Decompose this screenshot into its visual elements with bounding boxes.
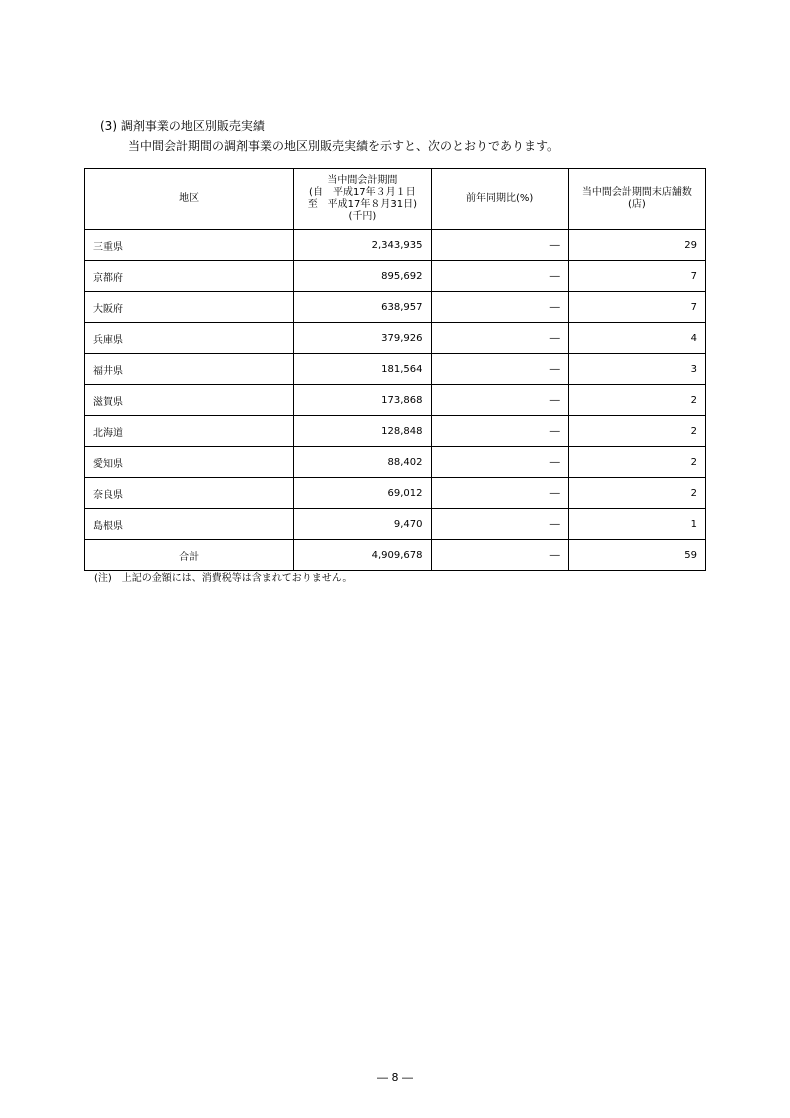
total-stores: 59 xyxy=(568,540,705,571)
header-sales-unit: (千円) xyxy=(348,211,377,222)
sales-cell: 173,868 xyxy=(294,385,431,416)
region-cell: 島根県 xyxy=(85,509,294,540)
sales-cell: 2,343,935 xyxy=(294,230,431,261)
table-row xyxy=(85,509,706,540)
header-sales-from: (自 平成17年３月１日 xyxy=(309,187,416,198)
header-stores-unit: (店) xyxy=(627,199,646,210)
total-row xyxy=(85,540,706,571)
stores-cell: 1 xyxy=(568,509,705,540)
page-number: ― 8 ― xyxy=(377,1071,413,1084)
table-row xyxy=(85,261,706,292)
table-row xyxy=(85,416,706,447)
sales-cell: 638,957 xyxy=(294,292,431,323)
stores-cell: 2 xyxy=(568,447,705,478)
yoy-cell: ― xyxy=(431,230,568,261)
table-row xyxy=(85,478,706,509)
sales-cell: 181,564 xyxy=(294,354,431,385)
yoy-cell: ― xyxy=(431,261,568,292)
stores-cell: 2 xyxy=(568,385,705,416)
table-row xyxy=(85,447,706,478)
table-row xyxy=(85,385,706,416)
regional-sales-table xyxy=(84,168,706,571)
sales-cell: 895,692 xyxy=(294,261,431,292)
yoy-cell: ― xyxy=(431,354,568,385)
yoy-cell: ― xyxy=(431,447,568,478)
header-stores-label: 当中間会計期間末店舗数 xyxy=(581,187,692,198)
stores-cell: 29 xyxy=(568,230,705,261)
header-sales-to: 至 平成17年８月31日) xyxy=(307,199,418,210)
region-cell: 愛知県 xyxy=(85,447,294,478)
yoy-cell: ― xyxy=(431,509,568,540)
header-sales xyxy=(294,169,431,230)
region-cell: 奈良県 xyxy=(85,478,294,509)
header-stores xyxy=(568,169,705,230)
stores-cell: 4 xyxy=(568,323,705,354)
table-row xyxy=(85,323,706,354)
stores-cell: 2 xyxy=(568,416,705,447)
footnote: (注) 上記の金額には、消費税等は含まれておりません。 xyxy=(94,573,353,584)
yoy-cell: ― xyxy=(431,292,568,323)
total-label: 合計 xyxy=(85,540,294,571)
region-cell: 北海道 xyxy=(85,416,294,447)
stores-cell: 3 xyxy=(568,354,705,385)
region-cell: 兵庫県 xyxy=(85,323,294,354)
sales-cell: 88,402 xyxy=(294,447,431,478)
section-title: (3) 調剤事業の地区別販売実績 xyxy=(100,119,265,133)
yoy-cell: ― xyxy=(431,416,568,447)
yoy-cell: ― xyxy=(431,385,568,416)
table-header-row xyxy=(85,169,706,230)
region-cell: 滋賀県 xyxy=(85,385,294,416)
region-cell: 京都府 xyxy=(85,261,294,292)
yoy-cell: ― xyxy=(431,478,568,509)
stores-cell: 7 xyxy=(568,292,705,323)
sales-cell: 9,470 xyxy=(294,509,431,540)
region-cell: 三重県 xyxy=(85,230,294,261)
stores-cell: 7 xyxy=(568,261,705,292)
table-row xyxy=(85,354,706,385)
yoy-cell: ― xyxy=(431,323,568,354)
total-yoy: ― xyxy=(431,540,568,571)
header-sales-period: 当中間会計期間 xyxy=(327,175,398,186)
header-region: 地区 xyxy=(85,169,294,230)
stores-cell: 2 xyxy=(568,478,705,509)
section-description: 当中間会計期間の調剤事業の地区別販売実績を示すと、次のとおりであります。 xyxy=(128,139,560,153)
sales-cell: 128,848 xyxy=(294,416,431,447)
total-sales: 4,909,678 xyxy=(294,540,431,571)
region-cell: 福井県 xyxy=(85,354,294,385)
sales-cell: 69,012 xyxy=(294,478,431,509)
table-row xyxy=(85,292,706,323)
sales-cell: 379,926 xyxy=(294,323,431,354)
header-yoy: 前年同期比(%) xyxy=(431,169,568,230)
region-cell: 大阪府 xyxy=(85,292,294,323)
table-row xyxy=(85,230,706,261)
